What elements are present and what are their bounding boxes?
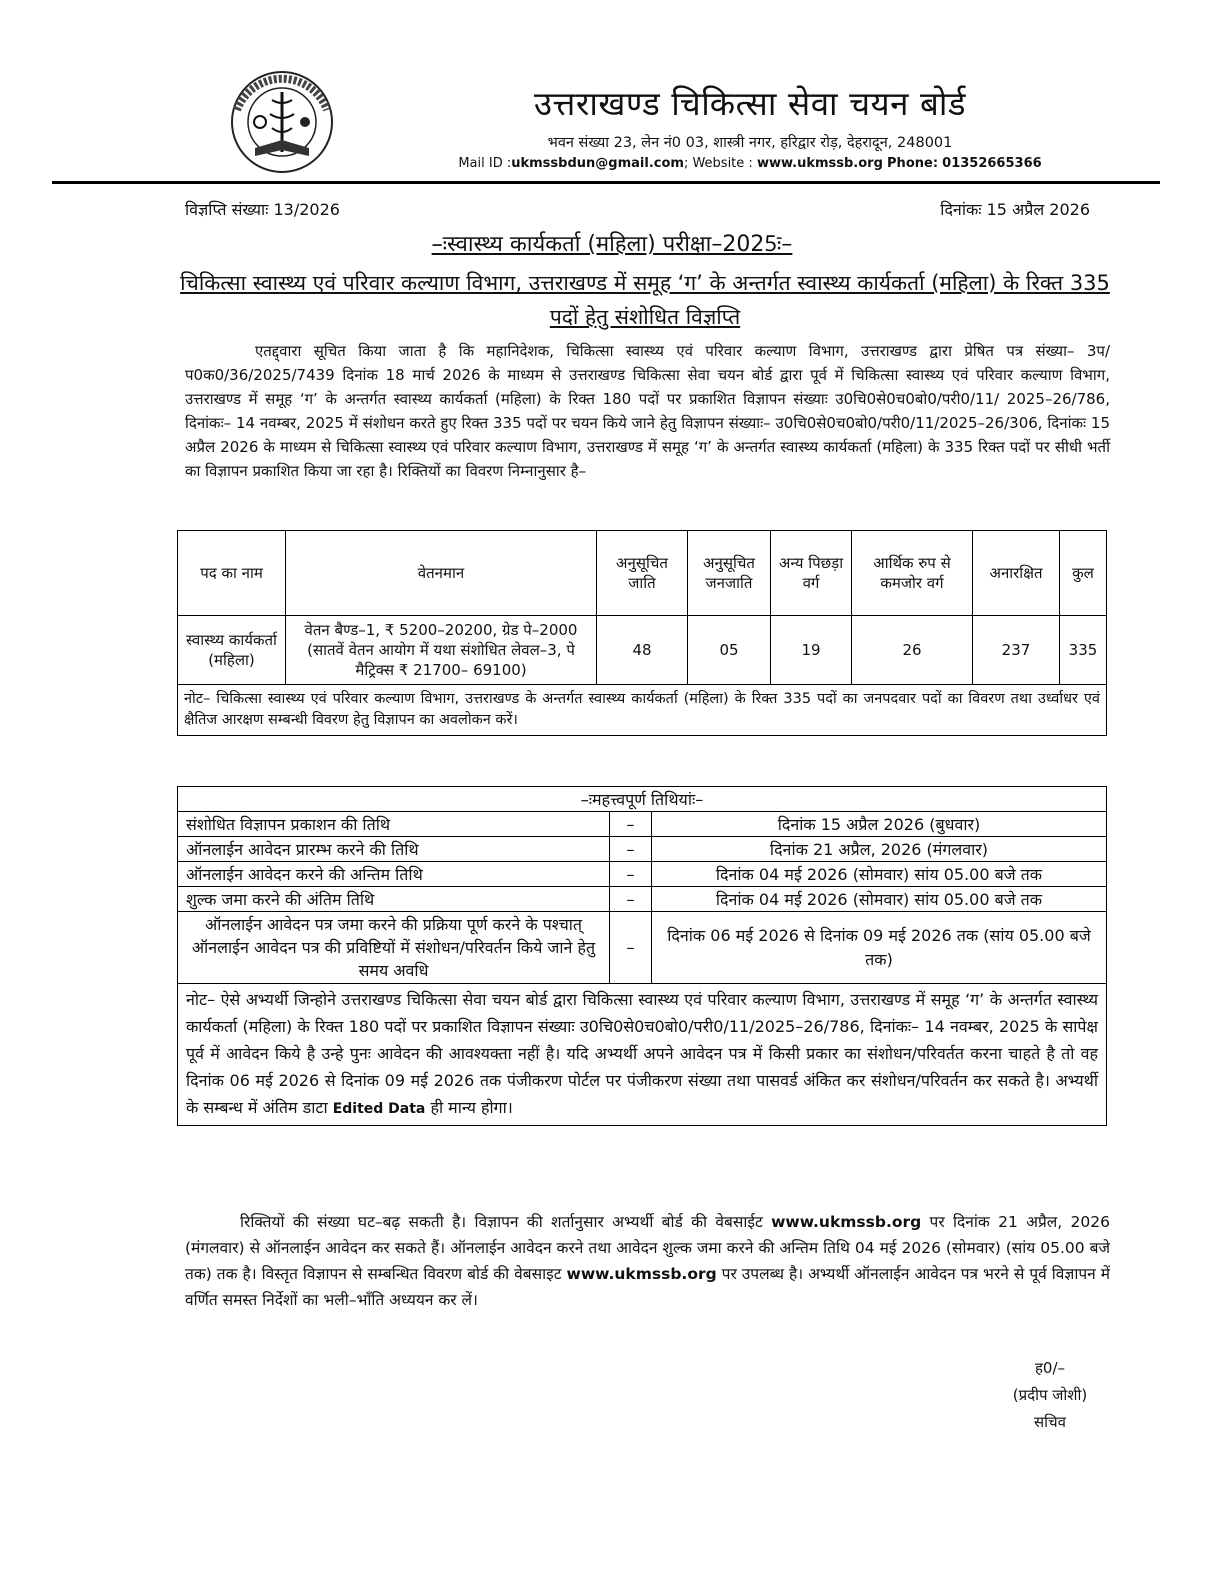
notice-meta <box>185 198 1090 220</box>
header-st: अनुसूचित जनजाति <box>688 531 771 616</box>
dates-note-row <box>178 984 1107 1126</box>
obc-count: 19 <box>771 616 852 685</box>
website-link-1[interactable]: www.ukmssb.org <box>771 1213 922 1231</box>
signature-sd: ह0/– <box>1034 1359 1066 1377</box>
ews-count: 26 <box>852 616 973 685</box>
sc-count: 48 <box>597 616 688 685</box>
date-value: दिनांक 15 अप्रैल 2026 (बुधवार) <box>652 812 1107 837</box>
header-ews: आर्थिक रुप से कमजोर वर्ग <box>852 531 973 616</box>
st-count: 05 <box>688 616 771 685</box>
phone-label: Phone: <box>887 156 939 171</box>
date-label: शुल्क जमा करने की अंतिम तिथि <box>178 887 610 912</box>
header-post: पद का नाम <box>178 531 286 616</box>
dates-note <box>178 984 1107 1126</box>
date-label: संशोधित विज्ञापन प्रकाशन की तिथि <box>178 812 610 837</box>
date-dash: – <box>610 887 652 912</box>
date-value: दिनांक 04 मई 2026 (सोमवार) सांय 05.00 बजे तक <box>652 887 1107 912</box>
date-dash: – <box>610 837 652 862</box>
dates-note-end: ही मान्य होगा। <box>425 1098 513 1117</box>
date-dash: – <box>610 812 652 837</box>
closing-text-3: पर उपलब्ध है। अभ्यर्थी ऑनलाईन आवेदन पत्र भरने से पूर्व विज्ञापन में वर्णित समस्त निर्देशों का भली–भाँति अध्ययन कर लें। <box>185 1265 1110 1309</box>
vacancy-note: नोट– चिकित्सा स्वास्थ्य एवं परिवार कल्याण विभाग, उत्तराखण्ड के अन्तर्गत स्वास्थ्य कार्यकर्ता (महिला) के रिक्त 335 पदों का जनपदवार पदों का विवरण तथा उर्ध्वाधर एवं क्षैतिज आरक्षण सम्बन्धी विवरण हेतु विज्ञापन का अवलोकन करें। <box>178 685 1107 736</box>
date-value: दिनांक 21 अप्रैल, 2026 (मंगलवार) <box>652 837 1107 862</box>
date-row <box>178 837 1107 862</box>
post-name: स्वास्थ्य कार्यकर्ता (महिला) <box>178 616 286 685</box>
date-dash: – <box>610 862 652 887</box>
vacancy-header-row <box>178 531 1107 616</box>
notice-subject: चिकित्सा स्वास्थ्य एवं परिवार कल्याण विभाग, उत्तराखण्ड में समूह ‘ग’ के अन्तर्गत स्वास्थ्य कार्यकर्ता (महिला) के रिक्त 335 पदों हेतु संशोधित विज्ञप्ति <box>180 271 1110 329</box>
signature-block <box>990 1355 1110 1436</box>
date-row <box>178 862 1107 887</box>
date-value: दिनांक 04 मई 2026 (सोमवार) सांय 05.00 बजे तक <box>652 862 1107 887</box>
date-row <box>178 912 1107 984</box>
header-pay-scale: वेतनमान <box>286 531 597 616</box>
header-obc: अन्य पिछड़ा वर्ग <box>771 531 852 616</box>
date-dash: – <box>610 912 652 984</box>
unreserved-count: 237 <box>973 616 1060 685</box>
notice-date: दिनांकः 15 अप्रैल 2026 <box>940 200 1090 219</box>
intro-paragraph: एतद्द्वारा सूचित किया जाता है कि महानिदेशक, चिकित्सा स्वास्थ्य एवं परिवार कल्याण विभाग, उत्तराखण्ड द्वारा प्रेषित पत्र संख्या– 3प/प0क0/36/2025/7439 दिनांक 18 मार्च 2026 के माध्यम से उत्तराखण्ड चिकित्सा सेवा चयन बोर्ड द्वारा पूर्व में चिकित्सा स्वास्थ्य एवं परिवार कल्याण विभाग, उत्तराखण्ड में समूह ‘ग’ के अन्तर्गत स्वास्थ्य कार्यकर्ता (महिला) के रिक्त 180 पदों पर प्रकाशित विज्ञापन संख्याः उ0चि0से0च0बो0/परी0/11/ 2025–26/786, दिनांकः– 14 नवम्बर, 2025 में संशोधन करते हुए रिक्त 335 पदों पर चयन किये जाने हेतु विज्ञापन संख्याः– उ0चि0से0च0बो0/परी0/11/2025–26/306, दिनांकः 15 अप्रैल 2026 के माध्यम से चिकित्सा स्वास्थ्य एवं परिवार कल्याण विभाग, उत्तराखण्ड में समूह ‘ग’ के अन्तर्गत स्वास्थ्य कार्यकर्ता (महिला) के 335 रिक्त पदों पर सीधी भर्ती का विज्ञापन प्रकाशित किया जा रहा है। रिक्तियों का विवरण निम्नानुसार है– <box>185 342 1110 480</box>
header-sc: अनुसूचित जाति <box>597 531 688 616</box>
date-row <box>178 812 1107 837</box>
header-divider <box>52 181 1160 184</box>
org-contact <box>400 156 1100 171</box>
dates-caption-row <box>178 787 1107 812</box>
header-unreserved: अनारक्षित <box>973 531 1060 616</box>
date-label: ऑनलाईन आवेदन करने की अन्तिम तिथि <box>178 862 610 887</box>
mail-id[interactable]: ukmssbdun@gmail.com <box>511 156 684 171</box>
website-label: ; Website : <box>683 156 753 171</box>
header-total: कुल <box>1060 531 1107 616</box>
signatory-name: (प्रदीप जोशी) <box>1012 1386 1088 1404</box>
closing-paragraph <box>185 1209 1110 1313</box>
signatory-designation: सचिव <box>1034 1413 1066 1431</box>
pay-scale: वेतन बैण्ड–1, ₹ 5200–20200, ग्रेड पे–2000 (सातवें वेतन आयोग में यथा संशोधित लेवल–3, पे मैट्रिक्स ₹ 21700– 69100) <box>286 616 597 685</box>
date-value: दिनांक 06 मई 2026 से दिनांक 09 मई 2026 तक (सांय 05.00 बजे तक) <box>652 912 1107 984</box>
website-link[interactable]: www.ukmssb.org <box>756 156 883 171</box>
board-logo <box>215 70 350 175</box>
vacancy-note-row <box>178 685 1107 736</box>
dates-caption: –ःमहत्त्वपूर्ण तिथियांः– <box>178 787 1107 812</box>
notice-number: विज्ञप्ति संख्याः 13/2026 <box>185 200 340 219</box>
important-dates-table <box>177 786 1107 1126</box>
dates-note-text: नोट– ऐसे अभ्यर्थी जिन्होने उत्तराखण्ड चिकित्सा सेवा चयन बोर्ड द्वारा चिकित्सा स्वास्थ्य एवं परिवार कल्याण विभाग, उत्तराखण्ड में समूह ‘ग’ के अन्तर्गत स्वास्थ्य कार्यकर्ता (महिला) के रिक्त 180 पदों पर प्रकाशित विज्ञापन संख्याः उ0चि0से0च0बो0/परी0/11/2025–26/786, दिनांकः– 14 नवम्बर, 2025 के सापेक्ष पूर्व में आवेदन किये है उन्हे पुनः आवेदन की आवश्यक्ता नहीं है। यदि अभ्यर्थी अपने आवेदन पत्र में किसी प्रकार का संशोधन/परिवर्तत करना चाहते है तो वह दिनांक 06 मई 2026 से दिनांक 09 मई 2026 तक पंजीकरण पोर्टल पर पंजीकरण संख्या तथा पासवर्ड अंकित कर संशोधन/परिवर्तन कर सकते है। अभ्यर्थी के सम्बन्ध में अंतिम डाटा <box>186 990 1098 1117</box>
exam-heading: –ःस्वास्थ्य कार्यकर्ता (महिला) परीक्षा–2025ः– <box>431 232 793 257</box>
letterhead <box>0 60 1224 185</box>
vacancy-table <box>177 530 1107 736</box>
mail-label: Mail ID : <box>458 156 512 171</box>
closing-text-1: रिक्तियों की संख्या घट–बढ़ सकती है। विज्ञापन की शर्तानुसार अभ्यर्थी बोर्ड की वेबसाईट <box>240 1213 772 1231</box>
dates-note-bold: Edited Data <box>332 1101 426 1117</box>
vacancy-row <box>178 616 1107 685</box>
phone-number: 01352665366 <box>942 156 1042 171</box>
website-link-2[interactable]: www.ukmssb.org <box>566 1265 717 1283</box>
org-title: उत्तराखण्ड चिकित्सा सेवा चयन बोर्ड <box>533 84 967 123</box>
closing-text-2: पर दिनांक 21 अप्रैल, 2026 (मंगलवार) से ऑनलाईन आवेदन कर सकते हैं। ऑनलाईन आवेदन करने तथा आवेदन शुल्क जमा करने की अन्तिम तिथि 04 मई 2026 (सोमवार) (सांय 05.00 बजे तक) तक है। विस्तृत विज्ञापन से सम्बन्धित विवरण बोर्ड की वेबसाइट <box>185 1213 1110 1283</box>
date-row <box>178 887 1107 912</box>
total-count: 335 <box>1060 616 1107 685</box>
org-address: भवन संख्या 23, लेन नं0 03, शास्त्री नगर, हरिद्वार रोड़, देहरादून, 248001 <box>547 135 953 151</box>
date-label: ऑनलाईन आवेदन प्रारम्भ करने की तिथि <box>178 837 610 862</box>
date-label: ऑनलाईन आवेदन पत्र जमा करने की प्रक्रिया पूर्ण करने के पश्चात् ऑनलाईन आवेदन पत्र की प्रविष्टियों में संशोधन/परिवर्तन किये जाने हेतु समय अवधि <box>178 912 610 984</box>
